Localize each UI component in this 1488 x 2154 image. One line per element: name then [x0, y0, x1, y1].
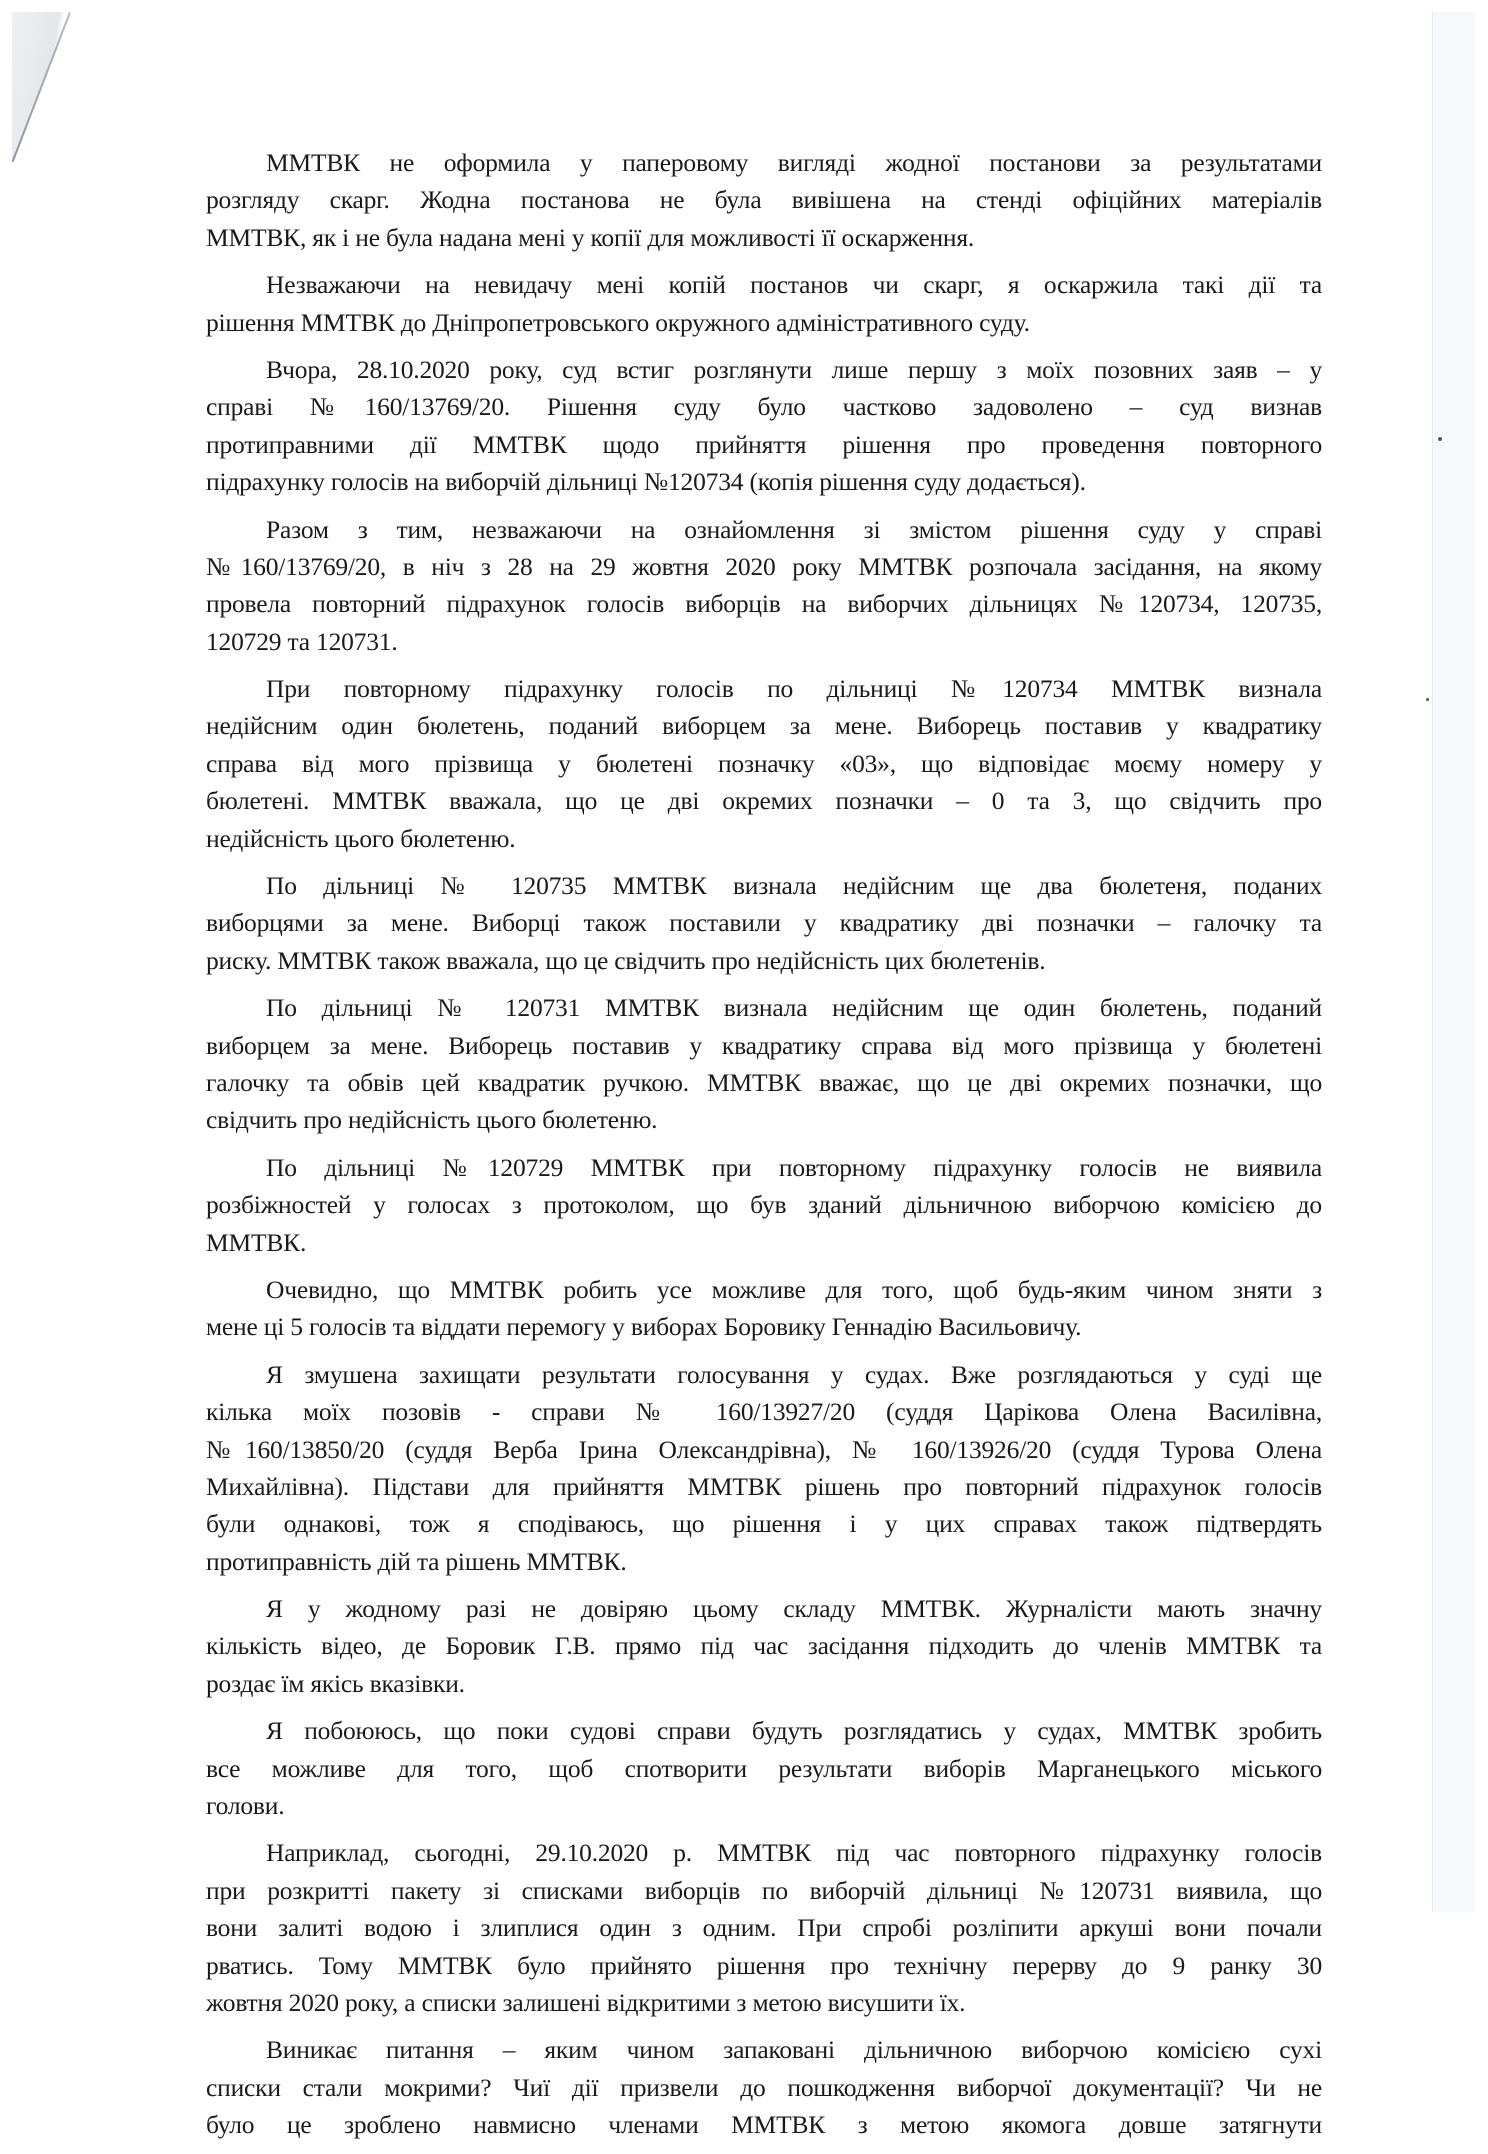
- text-line: недійсність цього бюлетеню.: [206, 823, 516, 853]
- text-line: рватись. Тому ММТВК було прийнято рішення про технічну перерву до 9 ранку 30: [206, 1950, 1322, 1980]
- text-line: По дільниці № 120735 ММТВК визнала недійсним ще два бюлетеня, поданих: [266, 871, 1322, 901]
- text-line: бюлетені. ММТВК вважала, що це дві окремих позначки – 0 та 3, що свідчить про: [206, 786, 1322, 816]
- text-line: підрахунку голосів на виборчій дільниці №120734 (копія рішення суду додається).: [206, 467, 1086, 497]
- text-line: По дільниці №120729 ММТВК при повторному підрахунку голосів не виявила: [266, 1152, 1322, 1182]
- paragraph: [206, 2031, 1322, 2143]
- paragraph: [206, 144, 1322, 256]
- text-line: справі №160/13769/20. Рішення суду було частково задоволено – суд визнав: [206, 392, 1322, 422]
- text-line: недійсним один бюлетень, поданий виборцем за мене. Виборець поставив у квадратику: [206, 711, 1322, 741]
- text-line: При повторному підрахунку голосів по дільниці №120734 ММТВК визнала: [266, 674, 1322, 704]
- text-line: Михайлівна). Підстави для прийняття ММТВК рішень про повторний підрахунок голосів: [206, 1471, 1322, 1501]
- paragraph: [206, 351, 1322, 501]
- text-line: протиправними дії ММТВК щодо прийняття рішення про проведення повторного: [206, 429, 1322, 459]
- text-line: виборцями за мене. Виборці також поставили у квадратику дві позначки – галочку та: [206, 908, 1322, 938]
- text-line: виборцем за мене. Виборець поставив у квадратику справа від мого прізвища у бюлетені: [206, 1030, 1322, 1060]
- paragraph: [206, 1834, 1322, 2021]
- text-line: свідчить про недійсність цього бюлетеню.: [206, 1105, 658, 1135]
- text-line: кілька моїх позовів - справи № 160/13927/20 (суддя Царікова Олена Василівна,: [206, 1397, 1322, 1427]
- text-line: Незважаючи на невидачу мені копій постанов чи скарг, я оскаржила такі дії та: [266, 270, 1322, 300]
- paragraph: [206, 1149, 1322, 1261]
- scan-speck: [1438, 437, 1442, 441]
- text-line: 120729 та 120731.: [206, 626, 398, 656]
- text-line: жовтня 2020 року, а списки залишені відкритими з метою висушити їх.: [206, 1987, 966, 2017]
- text-line: ММТВК, як і не була надана мені у копії для можливості її оскарження.: [206, 222, 975, 252]
- text-line: Виникає питання – яким чином запаковані дільничною виборчою комісією сухі: [266, 2035, 1322, 2065]
- text-line: Я побоююсь, що поки судові справи будуть розглядатись у судах, ММТВК зробить: [266, 1716, 1322, 1746]
- text-line: Разом з тим, незважаючи на ознайомлення зі змістом рішення суду у справі: [266, 514, 1322, 544]
- text-line: По дільниці № 120731 ММТВК визнала недійсним ще один бюлетень, поданий: [266, 993, 1322, 1023]
- paragraph: [206, 511, 1322, 661]
- scan-edge-right: [1432, 12, 1475, 1912]
- paragraph: [206, 1271, 1322, 1346]
- text-line: галочку та обвів цей квадратик ручкою. ММТВК вважає, що це дві окремих позначки, що: [206, 1067, 1322, 1097]
- paragraph: [206, 989, 1322, 1139]
- paragraph: [206, 1356, 1322, 1580]
- text-line: все можливе для того, щоб спотворити результати виборів Марганецького міського: [206, 1753, 1322, 1783]
- text-line: кількість відео, де Боровик Г.В. прямо під час засідання підходить до членів ММТВК та: [206, 1631, 1322, 1661]
- text-line: при розкритті пакету зі списками виборців по виборчій дільниці №120731 виявила, що: [206, 1875, 1322, 1905]
- text-line: провела повторний підрахунок голосів виборців на виборчих дільницях №120734, 120735,: [206, 589, 1322, 619]
- paragraph: [206, 1712, 1322, 1824]
- text-line: справа від мого прізвища у бюлетені позначку «03», що відповідає моєму номеру у: [206, 748, 1322, 778]
- text-line: протиправність дій та рішень ММТВК.: [206, 1546, 627, 1576]
- paragraph: [206, 1590, 1322, 1702]
- text-line: Наприклад, сьогодні, 29.10.2020 р. ММТВК під час повторного підрахунку голосів: [266, 1838, 1322, 1868]
- text-line: рішення ММТВК до Дніпропетровського окружного адміністративного суду.: [206, 307, 1030, 337]
- text-line: списки стали мокрими? Чиї дії призвели до пошкодження виборчої документації? Чи не: [206, 2072, 1322, 2102]
- text-line: ММТВК.: [206, 1227, 307, 1257]
- text-line: Вчора, 28.10.2020 року, суд встиг розглянути лише першу з моїх позовних заяв – у: [266, 354, 1322, 384]
- text-line: розбіжностей у голосах з протоколом, що був зданий дільничною виборчою комісією до: [206, 1190, 1322, 1220]
- text-line: №160/13850/20 (суддя Верба Ірина Олександрівна), № 160/13926/20 (суддя Турова Олена: [206, 1434, 1322, 1464]
- text-line: риску. ММТВК також вважала, що це свідчить про недійсність цих бюлетенів.: [206, 945, 1046, 975]
- document-body: [206, 144, 1322, 2154]
- text-line: №160/13769/20, в ніч з 28 на 29 жовтня 2020 року ММТВК розпочала засідання, на якому: [206, 551, 1322, 581]
- text-line: було це зроблено навмисно членами ММТВК з метою якомога довше затягнути: [206, 2110, 1322, 2140]
- scan-speck: [1426, 698, 1429, 701]
- text-line: Я змушена захищати результати голосування у судах. Вже розглядаються у суді ще: [266, 1359, 1322, 1389]
- text-line: вони залиті водою і злиплися один з одним. При спробі розліпити аркуші вони почали: [206, 1913, 1322, 1943]
- text-line: мене ці 5 голосів та віддати перемогу у виборах Боровику Геннадію Васильовичу.: [206, 1312, 1082, 1342]
- paragraph: [206, 266, 1322, 341]
- text-line: Очевидно, що ММТВК робить усе можливе для того, щоб будь-яким чином зняти з: [266, 1274, 1322, 1304]
- paragraph: [206, 670, 1322, 857]
- text-line: Я у жодному разі не довіряю цьому складу ММТВК. Журналісти мають значну: [266, 1594, 1322, 1624]
- text-line: розгляду скарг. Жодна постанова не була вивішена на стенді офіційних матеріалів: [206, 185, 1322, 215]
- text-line: були однакові, тож я сподіваюсь, що рішення і у цих справах також підтвердять: [206, 1509, 1322, 1539]
- text-line: ММТВК не оформила у паперовому вигляді жодної постанови за результатами: [266, 148, 1322, 177]
- text-line: роздає їм якісь вказівки.: [206, 1668, 465, 1698]
- text-line: голови.: [206, 1791, 285, 1821]
- paragraph: [206, 867, 1322, 979]
